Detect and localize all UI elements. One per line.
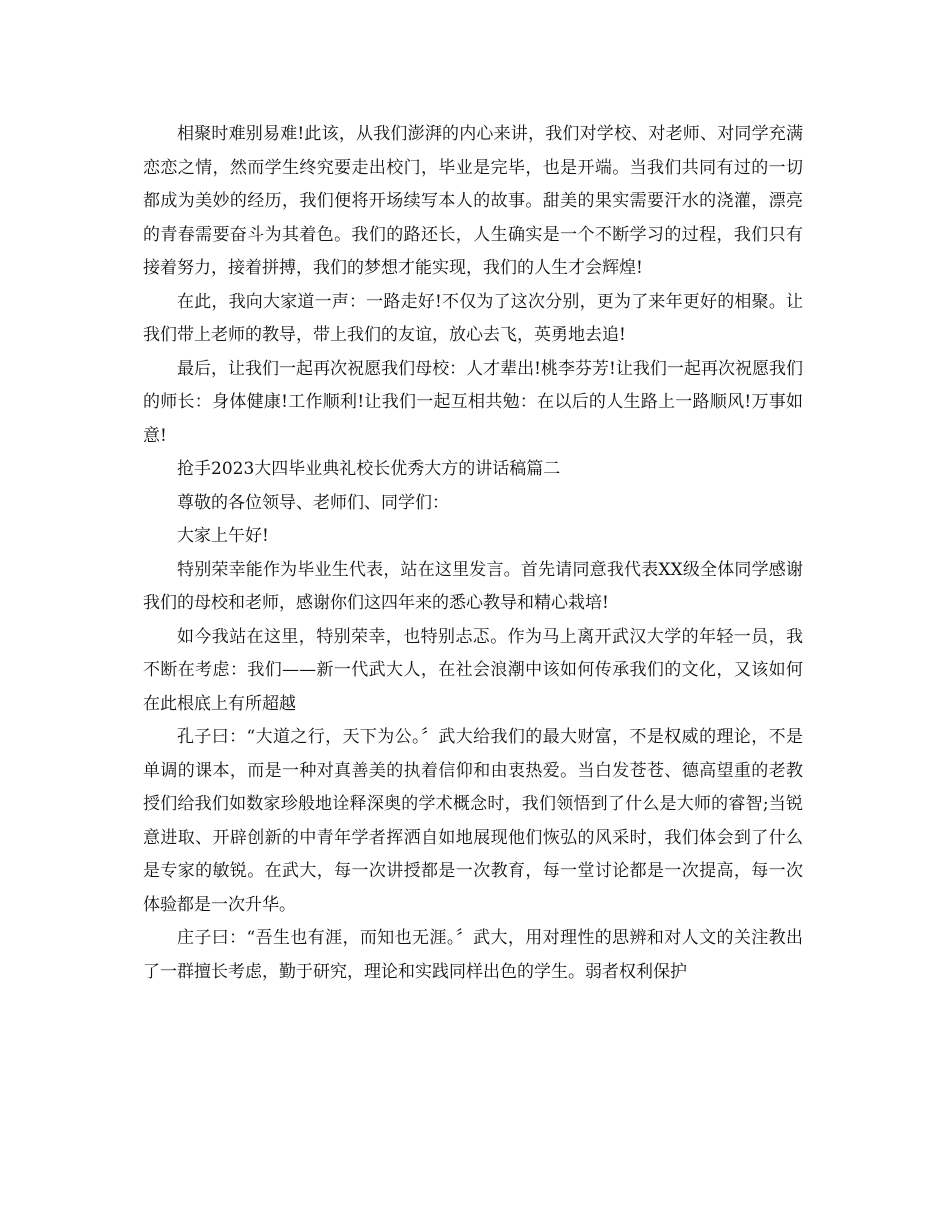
paragraph-final-blessing: 最后，让我们一起再次祝愿我们母校：人才辈出!桃李芬芳!让我们一起再次祝愿我们的师长：身体健康!工作顺利!让我们一起互相共勉：在以后的人生路上一路顺风!万事如意! bbox=[143, 358, 803, 446]
paragraph-goodbye-wish: 在此，我向大家道一声：一路走好!不仅为了这次分别，更为了来年更好的相聚。让我们带上老师的教导，带上我们的友谊，放心去飞，英勇地去追! bbox=[143, 291, 803, 345]
document-page bbox=[143, 118, 803, 989]
greeting: 大家上午好! bbox=[177, 526, 269, 546]
section-heading: 抢手2023大四毕业典礼校长优秀大方的讲话稿篇二 bbox=[177, 459, 561, 479]
paragraph-confucius: 孔子曰：“大道之行，天下为公。〞武大给我们的最大财富，不是权威的理论，不是单调的课本，而是一种对真善美的执着信仰和由衷热爱。当白发苍苍、德高望重的老教授们给我们如数家珍般地诠释深奥的学术概念时，我们领悟到了什么是大师的睿智;当锐意进取、开辟创新的中青年学者挥洒自如地展现他们恢弘的风采时，我们体会到了什么是专家的敏锐。在武大，每一次讲授都是一次教育，每一堂讨论都是一次提高，每一次体验都是一次升华。 bbox=[143, 727, 803, 915]
paragraph-farewell: 相聚时难别易难!此该，从我们澎湃的内心来讲，我们对学校、对老师、对同学充满恋恋之情，然而学生终究要走出校门，毕业是完毕，也是开端。当我们共同有过的一切都成为美妙的经历，我们便将开场续写本人的故事。甜美的果实需要汗水的浇灌，漂亮的青春需要奋斗为其着色。我们的路还长，人生确实是一个不断学习的过程，我们只有接着努力，接着拼搏，我们的梦想才能实现，我们的人生才会辉煌! bbox=[143, 124, 803, 278]
paragraph-zhuangzi: 庄子曰：“吾生也有涯，而知也无涯。〞武大，用对理性的思辨和对人文的关注教出了一群擅长考虑，勤于研究，理论和实践同样出色的学生。弱者权利保护 bbox=[143, 928, 803, 982]
paragraph-thanks: 特别荣幸能作为毕业生代表，站在这里发言。首先请同意我代表XX级全体同学感谢我们的母校和老师，感谢你们这四年来的悉心教导和精心栽培! bbox=[143, 559, 803, 613]
paragraph-reflection: 如今我站在这里，特别荣幸，也特别忐忑。作为马上离开武汉大学的年轻一员，我不断在考虑：我们——新一代武大人，在社会浪潮中该如何传承我们的文化，又该如何在此根底上有所超越 bbox=[143, 626, 803, 714]
salutation: 尊敬的各位领导、老师们、同学们： bbox=[177, 492, 449, 513]
